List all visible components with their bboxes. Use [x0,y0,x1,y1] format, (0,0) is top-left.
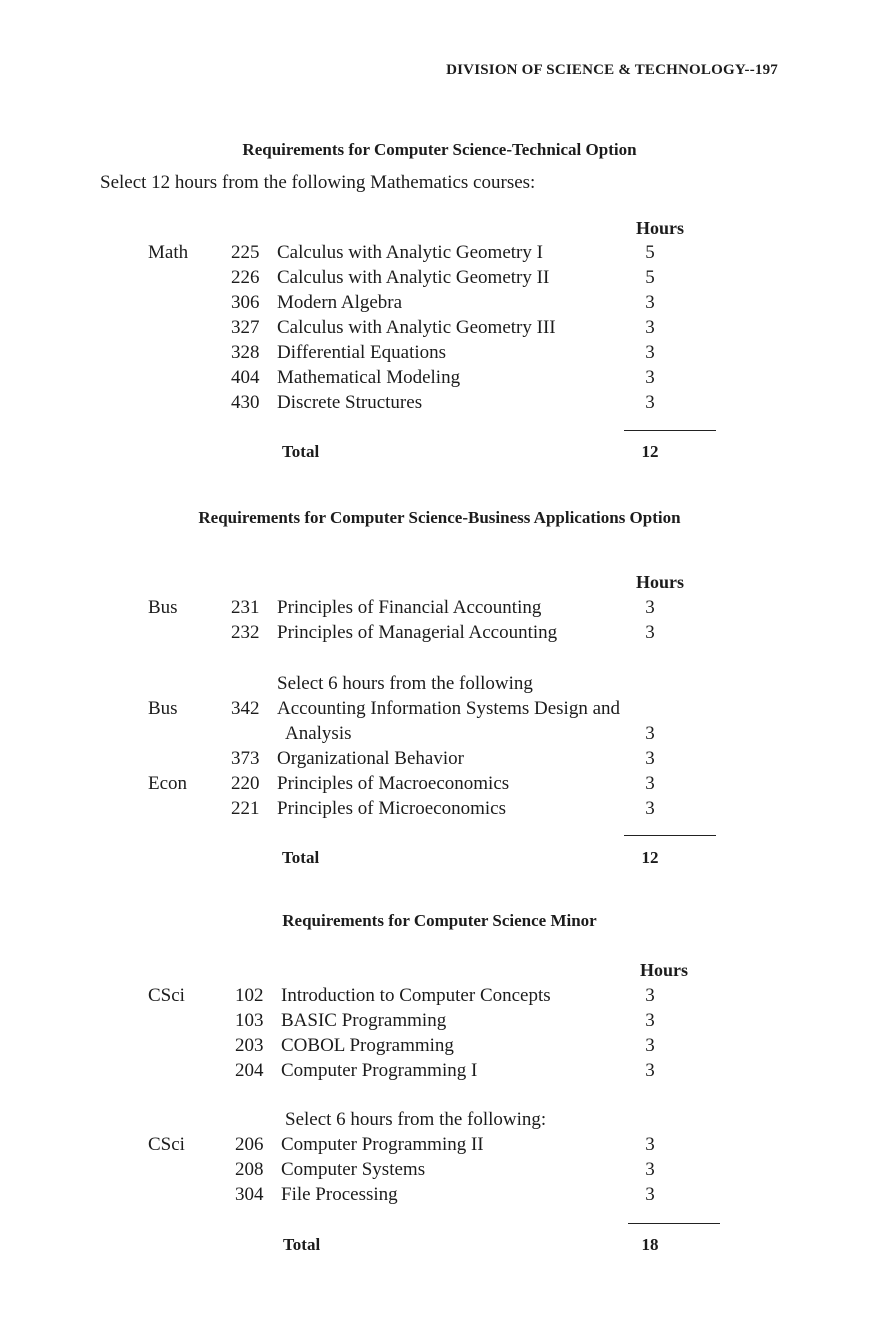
course-title: Discrete Structures [277,392,423,413]
course-title: Differential Equations [277,342,447,363]
dept-code: Math [148,242,189,263]
course-number: 206 [235,1134,264,1155]
select-note: Select 6 hours from the following: [285,1109,547,1130]
hours-header: Hours [636,572,685,592]
course-hours: 3 [645,292,655,313]
total-rule [624,430,716,431]
course-hours: 3 [645,798,655,819]
course-hours: 3 [645,392,655,413]
course-title: COBOL Programming [281,1035,454,1056]
hours-header: Hours [640,960,689,980]
dept-code: Bus [148,597,178,618]
section-intro: Select 12 hours from the following Mathematics courses: [100,172,536,193]
course-number: 404 [231,367,260,388]
course-title: Principles of Microeconomics [277,798,507,819]
course-hours: 3 [645,1134,655,1155]
course-number: 306 [231,292,260,313]
course-title: BASIC Programming [281,1010,447,1031]
total-rule [628,1223,720,1224]
course-hours: 3 [645,1060,655,1081]
course-hours: 3 [645,1010,655,1031]
course-number: 204 [235,1060,264,1081]
course-title: Principles of Macroeconomics [277,773,510,794]
total-value: 12 [641,848,659,867]
dept-code: Econ [148,773,188,794]
course-title: Mathematical Modeling [277,367,461,388]
course-number: 231 [231,597,260,618]
course-number: 220 [231,773,260,794]
section-title: Requirements for Computer Science-Technical Option [242,140,637,159]
course-number: 342 [231,698,260,719]
course-hours: 3 [645,1184,655,1205]
course-number: 225 [231,242,260,263]
course-hours: 3 [645,985,655,1006]
course-hours: 5 [645,267,655,288]
course-title: File Processing [281,1184,398,1205]
running-head: DIVISION OF SCIENCE & TECHNOLOGY--197 [446,62,778,78]
course-number: 304 [235,1184,264,1205]
total-label: Total [282,442,320,461]
course-number: 102 [235,985,264,1006]
course-number: 327 [231,317,260,338]
course-hours: 3 [645,622,655,643]
total-label: Total [283,1235,321,1254]
dept-code: Bus [148,698,178,719]
hours-header: Hours [636,218,685,238]
select-note: Select 6 hours from the following [277,673,533,694]
course-title: Computer Systems [281,1159,426,1180]
course-title: Modern Algebra [277,292,403,313]
course-number: 103 [235,1010,264,1031]
course-hours: 3 [645,748,655,769]
course-hours: 3 [645,597,655,618]
course-hours: 3 [645,1035,655,1056]
course-title: Calculus with Analytic Geometry III [277,317,556,338]
course-number: 373 [231,748,260,769]
dept-code: CSci [148,1134,185,1155]
course-title: Organizational Behavior [277,748,464,769]
course-title: Calculus with Analytic Geometry I [277,242,543,263]
course-title: Analysis [285,723,352,744]
course-hours: 3 [645,367,655,388]
course-number: 232 [231,622,260,643]
course-title: Calculus with Analytic Geometry II [277,267,550,288]
course-hours: 3 [645,317,655,338]
course-hours: 3 [645,342,655,363]
course-hours: 3 [645,723,655,744]
course-hours: 3 [645,773,655,794]
total-label: Total [282,848,320,867]
total-rule [624,835,716,836]
course-number: 226 [231,267,260,288]
course-number: 203 [235,1035,264,1056]
course-title: Computer Programming I [281,1060,478,1081]
course-number: 208 [235,1159,264,1180]
course-hours: 5 [645,242,655,263]
dept-code: CSci [148,985,185,1006]
total-value: 12 [641,442,659,461]
section-title: Requirements for Computer Science Minor [282,911,597,930]
course-hours: 3 [645,1159,655,1180]
course-title: Introduction to Computer Concepts [281,985,551,1006]
course-title: Principles of Financial Accounting [277,597,542,618]
course-number: 430 [231,392,260,413]
course-number: 328 [231,342,260,363]
course-title: Computer Programming II [281,1134,484,1155]
course-title: Accounting Information Systems Design and [277,698,621,719]
course-title: Principles of Managerial Accounting [277,622,558,643]
section-title: Requirements for Computer Science-Business Applications Option [198,508,681,527]
total-value: 18 [641,1235,659,1254]
course-number: 221 [231,798,260,819]
